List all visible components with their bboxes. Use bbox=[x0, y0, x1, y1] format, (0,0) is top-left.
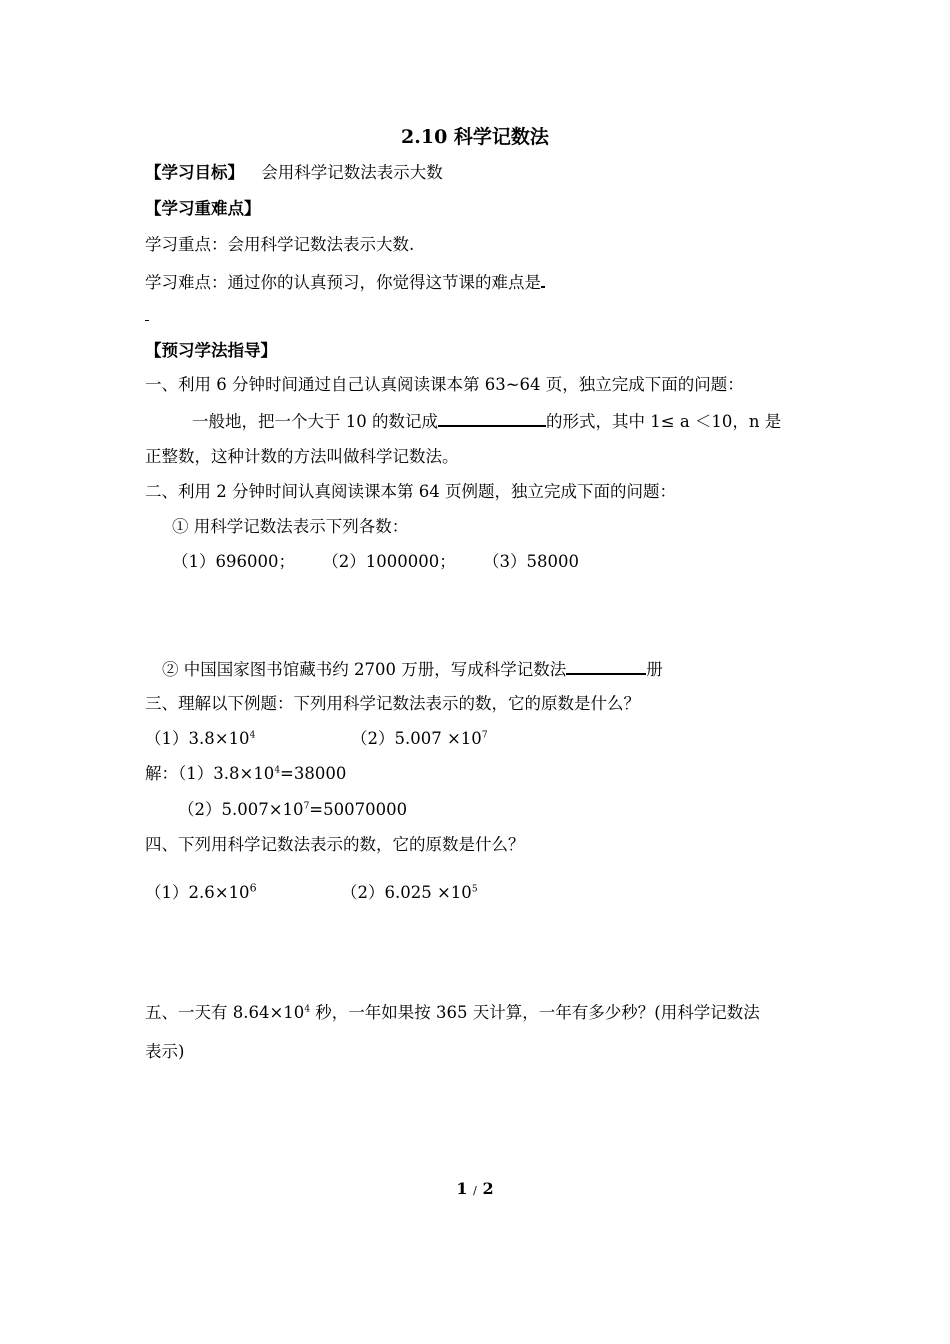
part3-example-1-exponent: 4 bbox=[249, 730, 256, 741]
part3-solution-2-result: =50070000 bbox=[309, 800, 408, 819]
part3-solution-1-exponent: 4 bbox=[274, 765, 281, 776]
part1-definition-text-a: 一般地，把一个大于 10 的数记成 bbox=[192, 412, 438, 431]
part2-item-3: （3）58000 bbox=[482, 552, 579, 571]
part5-question-line2: 表示) bbox=[145, 1042, 185, 1061]
part5-question-text-b: 秒，一年如果按 365 天计算，一年有多少秒？(用科学记数法 bbox=[310, 1003, 760, 1022]
page-number-current: 1 bbox=[456, 1179, 468, 1198]
page-number-total: 2 bbox=[482, 1179, 494, 1198]
part4-intro: 四、下列用科学记数法表示的数，它的原数是什么？ bbox=[145, 835, 525, 854]
part2-question1: ① 用科学记数法表示下列各数： bbox=[172, 517, 409, 536]
page-title: 2.10 科学记数法 bbox=[401, 126, 549, 148]
difficult-point-text: 学习难点：通过你的认真预习，你觉得这节课的难点是 bbox=[145, 273, 541, 292]
part1-definition-text-b: 的形式，其中 1≤ a ＜10，n 是 bbox=[546, 412, 782, 431]
part3-solution-1 bbox=[145, 763, 346, 785]
page-number bbox=[0, 1178, 950, 1202]
part4-example-2-base: （2）6.025 ×10 bbox=[341, 883, 472, 902]
page-number-separator: / bbox=[473, 1184, 477, 1197]
part5-question-line1 bbox=[145, 1002, 760, 1024]
part3-solution-1-result: =38000 bbox=[280, 764, 347, 783]
part3-example-1-base: （1）3.8×10 bbox=[145, 729, 250, 748]
part4-example-1-exponent: 6 bbox=[249, 881, 257, 895]
difficult-point-line bbox=[145, 270, 545, 294]
part3-solution-1-base: 解：（1）3.8×10 bbox=[145, 764, 275, 783]
learning-goal-label: 【学习目标】 bbox=[145, 163, 244, 182]
part3-example-1 bbox=[145, 729, 255, 748]
part2-item-2: （2）1000000； bbox=[322, 552, 456, 571]
part4-example-1-base: （1）2.6×10 bbox=[145, 883, 250, 902]
part2-answer-blank bbox=[566, 657, 646, 675]
part2-question2-unit: 册 bbox=[646, 660, 663, 679]
key-difficult-heading: 【学习重难点】 bbox=[145, 199, 261, 218]
part1-definition-line bbox=[192, 409, 781, 433]
part4-example-2 bbox=[341, 882, 478, 904]
part3-example-2-exponent: 7 bbox=[481, 730, 488, 741]
learning-goal-text: 会用科学记数法表示大数 bbox=[261, 163, 443, 182]
part3-solution-2-exponent: 7 bbox=[303, 801, 310, 812]
part4-example-1 bbox=[145, 883, 257, 902]
part3-example-2-base: （2）5.007 ×10 bbox=[351, 729, 482, 748]
part1-intro: 一、利用 6 分钟时间通过自己认真阅读课本第 63~64 页，独立完成下面的问题： bbox=[145, 375, 744, 394]
part2-item-1: （1）696000； bbox=[172, 552, 295, 571]
part3-example-2 bbox=[351, 728, 488, 750]
part3-intro: 三、理解以下例题：下列用科学记数法表示的数，它的原数是什么？ bbox=[145, 694, 640, 713]
underline-fragment bbox=[145, 320, 149, 321]
learning-goal-line bbox=[145, 162, 443, 184]
part4-example-2-exponent: 5 bbox=[471, 884, 478, 895]
part2-items bbox=[172, 551, 579, 573]
part5-question-text-a: 五、一天有 8.64×10 bbox=[145, 1003, 305, 1022]
difficult-point-blank bbox=[541, 270, 545, 288]
part2-question2 bbox=[162, 657, 663, 681]
part3-solution-2-base: （2）5.007×10 bbox=[178, 800, 304, 819]
part1-definition-line2: 正整数，这种计数的方法叫做科学记数法。 bbox=[145, 447, 459, 466]
part1-answer-blank bbox=[438, 409, 546, 427]
part2-question2-text: ② 中国国家图书馆藏书约 2700 万册，写成科学记数法 bbox=[162, 660, 567, 679]
part2-intro: 二、利用 2 分钟时间认真阅读课本第 64 页例题，独立完成下面的问题： bbox=[145, 482, 676, 501]
part3-solution-2 bbox=[178, 799, 407, 821]
key-point-line: 学习重点：会用科学记数法表示大数. bbox=[145, 235, 415, 254]
part5-question-exponent: 4 bbox=[304, 1004, 311, 1015]
guide-heading: 【预习学法指导】 bbox=[145, 341, 277, 360]
